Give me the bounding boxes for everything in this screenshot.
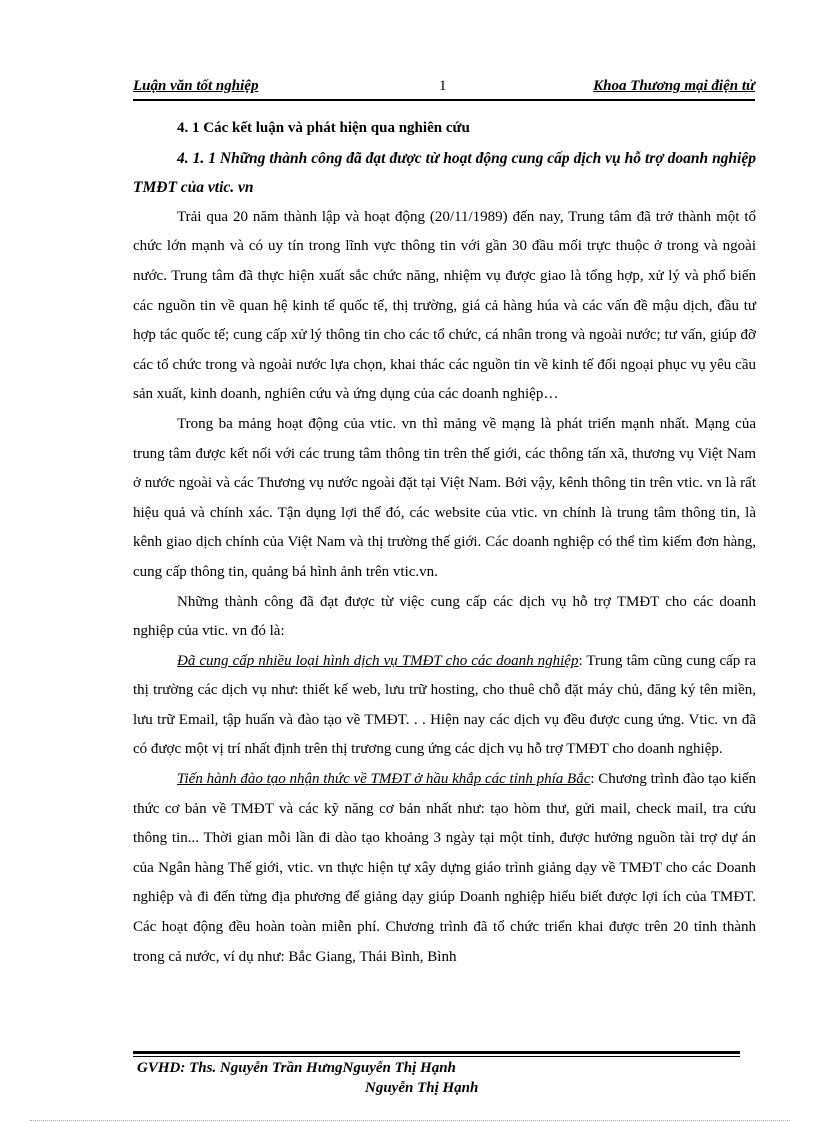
paragraph-network: Trong ba mảng hoạt động của vtic. vn thì mảng về mạng là phát triển mạnh nhất. Mạng của trung tâm được kết nối với các trung tâm thông tin trên thế giới, các thông tấn xã, thương vụ Việt Nam ở nước ngoài và các Thương vụ nước ngoài đặt tại Việt Nam. Bởi vậy, kênh thông tin trên vtic. vn là rất hiệu quả và chính xác. Tận dụng lợi thế đó, các website của vtic. vn chính là trung tâm thông tin, là kênh giao dịch chính của Việt Nam và thị trường thế giới. Các doanh nghiệp có thể tìm kiếm đơn hàng, cung cấp thông tin, quảng bá hình ảnh trên vtic.vn. [133, 415, 756, 580]
page-number: 1 [439, 78, 447, 94]
training-lead-text: Tiến hành đào tạo nhận thức về TMĐT ở hầu khắp các tỉnh phía Bắc [177, 771, 591, 788]
document-body [133, 114, 756, 972]
subsection-title: 4. 1. 1 Những thành công đã đạt được từ hoạt động cung cấp dịch vụ hỗ trợ doanh nghiệp TMĐT của vtic. vn [133, 149, 756, 197]
services-lead-text: Đã cung cấp nhiều loại hình dịch vụ TMĐT cho các doanh nghiệp [177, 652, 579, 669]
paragraph-achievements-intro: Những thành công đã đạt được từ việc cung cấp các dịch vụ hỗ trợ TMĐT cho các doanh nghiệp của vtic. vn đó là: [133, 593, 756, 640]
section-title: 4. 1 Các kết luận và phát hiện qua nghiên cứu [177, 120, 470, 136]
page-footer [133, 1058, 740, 1098]
paragraph-training [133, 765, 756, 972]
training-body-text: : Chương trình đào tạo kiến thức cơ bản về TMĐT và các kỹ năng cơ bản nhất như: tạo hòm thư, gửi mail, check mail, tra cứu thông tin... Thời gian mỗi lần đi dào tạo khoảng 3 ngày tại một tỉnh, được hưởng nguồn tài trợ dự án của Ngân hàng Thế giới, vtic. vn thực hiện tự xây dựng giáo trình giảng dạy về TMĐT cho các Doanh nghiệp và đi đến từng địa phương để giảng dạy giúp Doanh nghiệp hiểu biết được lợi ích của TMĐT. Các hoạt động đều hoàn toàn miễn phí. Chương trình đã tổ chức triển khai được trên 20 tỉnh thành trong cả nước, ví dụ như: Bắc Giang, Thái Bình, Bình [133, 771, 756, 965]
paragraph-history: Trải qua 20 năm thành lập và hoạt động (20/11/1989) đến nay, Trung tâm đã trở thành một tổ chức lớn mạnh và có uy tín trong lĩnh vực thông tin với gần 30 đầu mối trực thuộc ở trong và ngoài nước. Trung tâm đã thực hiện xuất sắc chức năng, nhiệm vụ được giao là tổng hợp, xử lý và phổ biến các nguồn tin về quan hệ kinh tế quốc tế, thị trường, giá cả hàng húa và các vấn đề mậu dịch, đầu tư hợp tác quốc tế; cung cấp xử lý thông tin cho các tổ chức, cá nhân trong và ngoài nước; tư vấn, giúp đỡ các tổ chức trong và ngoài nước lựa chọn, khai thác các nguồn tin về kinh tế đối ngoại phục vụ yêu cầu sản xuất, kinh doanh, nghiên cứu và ứng dụng của các doanh nghiệp… [133, 208, 756, 403]
header-thesis-label: Luận văn tốt nghiệp [133, 78, 259, 94]
page-bottom-edge [30, 1120, 790, 1121]
services-body-text: : Trung tâm cũng cung cấp ra thị trường các dịch vụ như: thiết kế web, lưu trữ hosting, cho thuê chỗ đặt máy chủ, đăng ký tên miền, lưu trữ Email, tập huấn và đào tạo về TMĐT. . . Hiện nay các dịch vụ đều được cung ứng. Vtic. vn đã có được một vị trí nhất định trên thị trương cung ứng các dịch vụ hỗ trợ TMĐT cho doanh nghiệp. [133, 652, 757, 758]
footer-advisor-line: GVHD: Ths. Nguyễn Trần HưngNguyễn Thị Hạnh [137, 1060, 456, 1076]
page-header [133, 78, 755, 98]
header-divider [133, 99, 755, 101]
header-faculty-label: Khoa Thương mại điện tử [593, 78, 755, 94]
footer-divider-thick [133, 1051, 740, 1054]
footer-author-line: Nguyễn Thị Hạnh [365, 1080, 479, 1096]
paragraph-services [133, 647, 756, 765]
footer-divider-thin [133, 1056, 740, 1057]
